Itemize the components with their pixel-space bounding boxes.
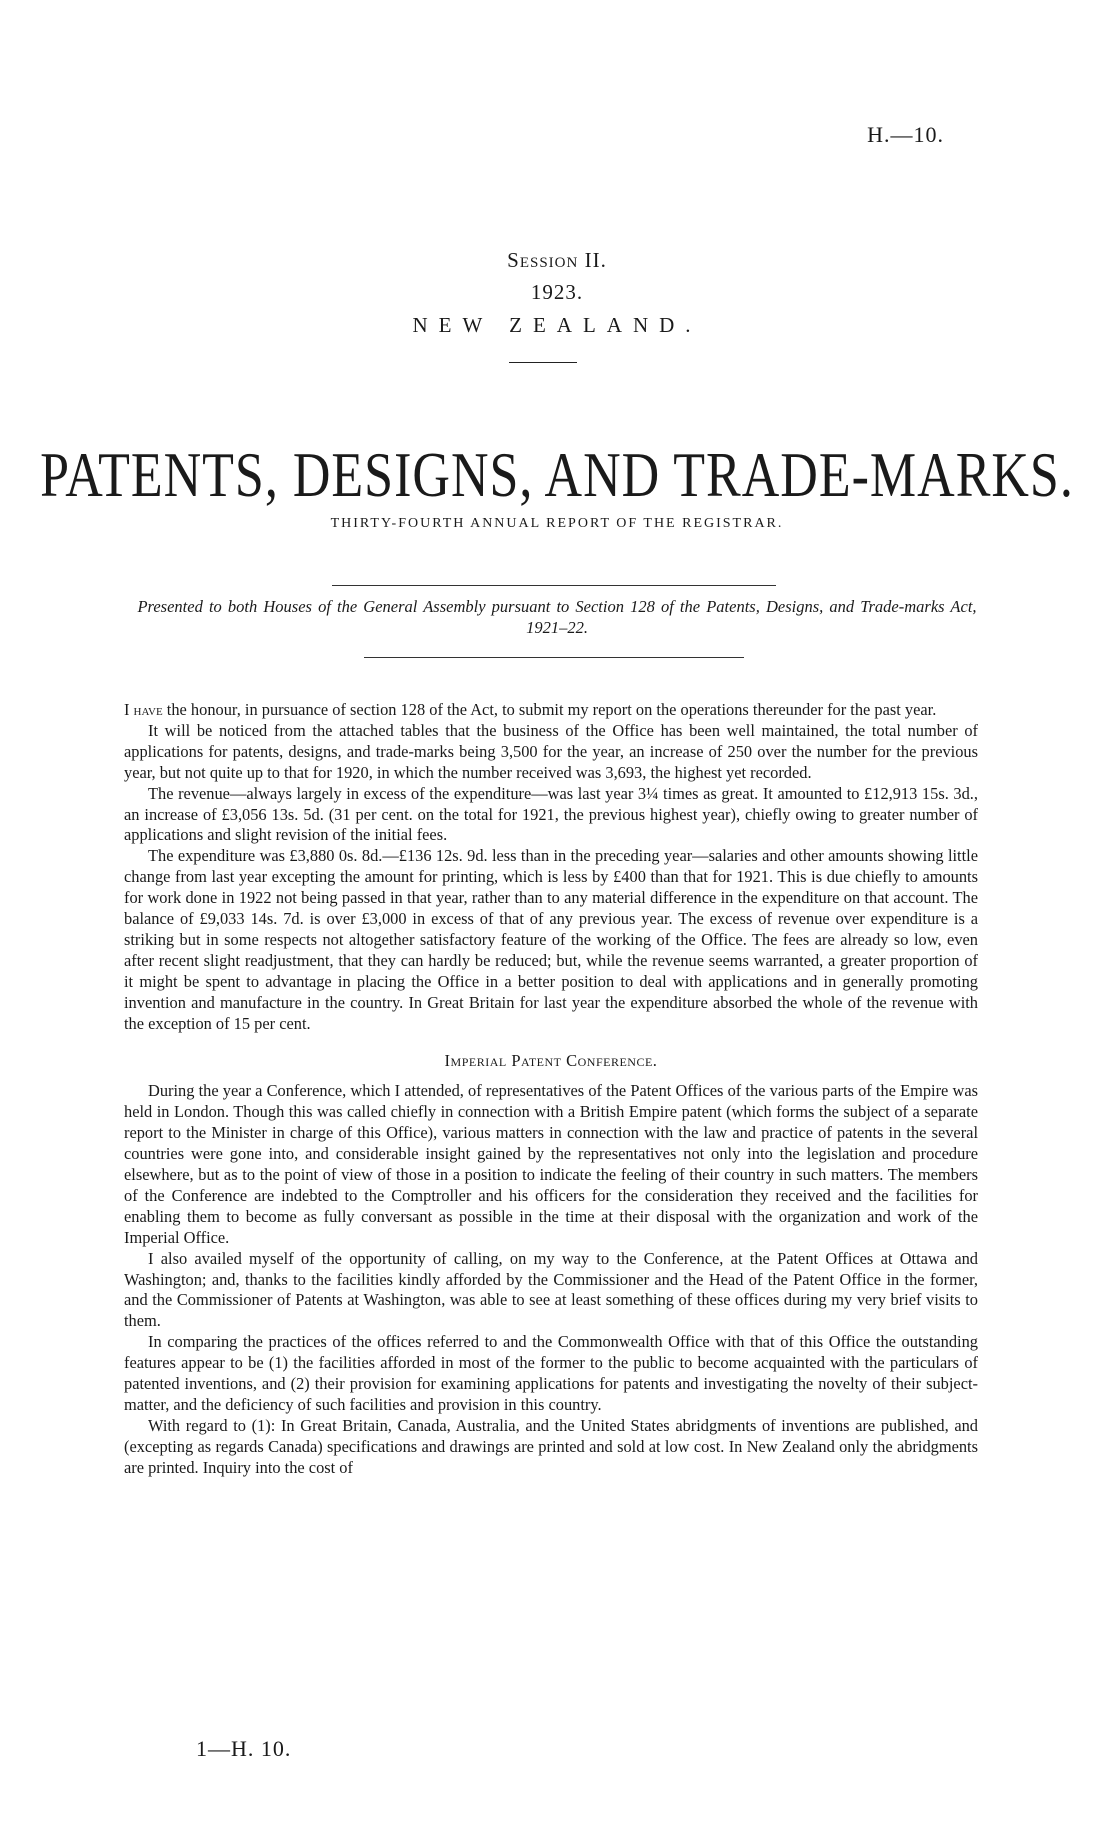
year-label: 1923.: [530, 280, 584, 304]
paragraph-5: During the year a Conference, which I attended, of representatives of the Patent Offices of the various parts of the Empire was held in London. Though this was called chiefly in connection with a British Empire patent (which forms the subject of a separate report to the Minister in charge of this Office), various matters in connection with the law and practice of patents in the several countries were gone into, and considerable insight gained by the representatives not only into the legislation and procedure elsewhere, but as to the point of view of those in a position to indicate the feeling of their country in such matters. The members of the Conference are indebted to the Comptroller and his officers for the consideration they received and the facilities for enabling them to become as fully conversant as possible in the time at their disposal with the organization and work of the Imperial Office.: [124, 1081, 978, 1247]
report-subtitle: THIRTY-FOURTH ANNUAL REPORT OF THE REGISTRAR.: [330, 516, 784, 531]
paragraph-2: It will be noticed from the attached tables that the business of the Office has been well maintained, the total number of applications for patents, designs, and trade-marks being 3,500 for the year, an increase of 250 over the number for the previous year, but not quite up to that for 1920, in which the number received was 3,693, the highest yet recorded.: [124, 720, 978, 782]
paragraph-1-text: the honour, in pursuance of section 128 of the Act, to submit my report on the operations thereunder for the past year.: [162, 700, 937, 719]
session-label: Session II.: [507, 248, 607, 272]
header-rule: [509, 362, 577, 363]
section-heading: Imperial Patent Conference.: [444, 1050, 658, 1070]
paragraph-6: I also availed myself of the opportunity of calling, on my way to the Conference, at the Patent Offices at Ottawa and Washington; and, thanks to the facilities kindly afforded by the Commissioner and the Head of the Patent Office in the former, and the Commissioner of Patents at Washington, was able to see at least something of these offices during my very brief visits to them.: [124, 1248, 978, 1331]
bottom-divider: [364, 657, 744, 658]
page-reference: H.—10.: [867, 122, 944, 147]
paragraph-3: The revenue—always largely in excess of the expenditure—was last year 3¼ times as great. It amounted to £12,913 15s. 3d., an increase of £3,056 13s. 5d. (31 per cent. on the total for 1921, the previous highest year), chiefly owing to greater number of applications and slight revision of the initial fees.: [124, 783, 978, 845]
paragraph-1: [124, 700, 978, 721]
country-label: NEW ZEALAND.: [412, 313, 702, 337]
paragraph-4: The expenditure was £3,880 0s. 8d.—£136 12s. 9d. less than in the preceding year—salaries and other amounts showing little change from last year excepting the amount for printing, which is less by £400 than that for 1921. This is due chiefly to amounts for work done in 1922 not being passed in that year, rather than to any material difference in the expenditure on that account. The balance of £9,033 14s. 7d. is over £3,000 in excess of that of any previous year. The excess of revenue over expenditure is a striking but in some respects not altogether satisfactory feature of the working of the Office. The fees are already so low, even after recent slight readjustment, that they can hardly be reduced; but, while the revenue seems warranted, a greater proportion of it might be spent to advantage in placing the Office in a better position to deal with applications and in generally promoting invention and manufacture in the country. In Great Britain for last year the expenditure absorbed the whole of the revenue with the exception of 15 per cent.: [124, 846, 978, 1033]
presented-note: Presented to both Houses of the General Assembly pursuant to Section 128 of the Patents, Designs, and Trade-marks Act, 1921–22.: [137, 597, 977, 637]
top-divider: [332, 585, 776, 586]
paragraph-7: In comparing the practices of the offices referred to and the Commonwealth Office with that of this Office the outstanding features appear to be (1) the facilities afforded in most of the former to the public to become acquainted with the particulars of patented inventions, and (2) their provision for examining applications for patents and investigating the novelty of their subject-matter, and the deficiency of such facilities and provision in this country.: [124, 1332, 978, 1414]
paragraph-8: With regard to (1): In Great Britain, Canada, Australia, and the United States abridgments of inventions are published, and (excepting as regards Canada) specifications and drawings are printed and sold at low cost. In New Zealand only the abridgments are printed. Inquiry into the cost of: [124, 1415, 978, 1477]
report-title: PATENTS, DESIGNS, AND TRADE-MARKS.: [40, 441, 1074, 511]
page-footer: 1—H. 10.: [196, 1736, 292, 1761]
paragraph-1-lead: I have: [124, 700, 163, 719]
report-body: [124, 700, 978, 1479]
